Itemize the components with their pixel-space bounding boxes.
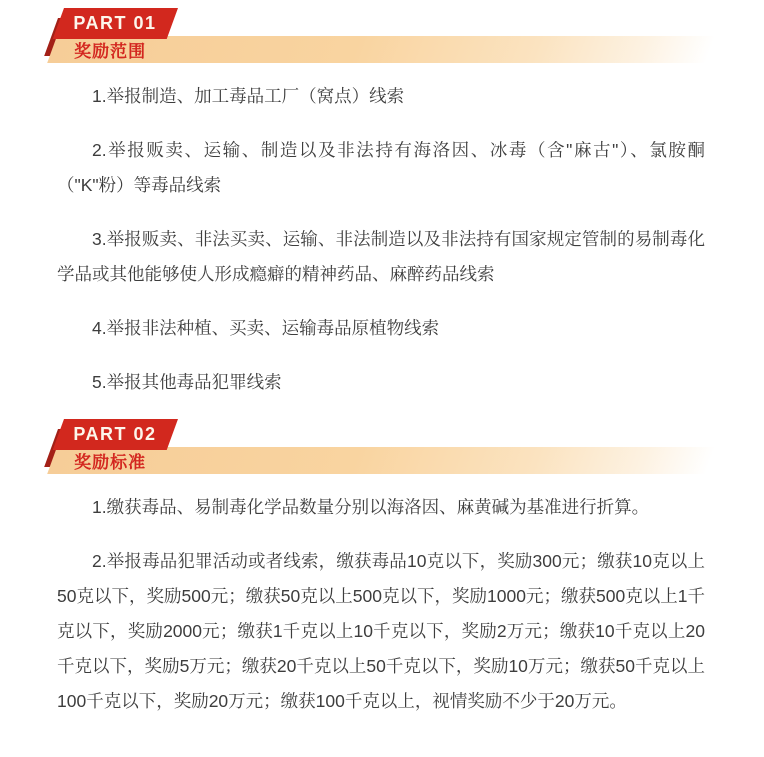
- paragraph-scope-2: 2.举报贩卖、运输、制造以及非法持有海洛因、冰毒（含"麻古"）、氯胺酮（"K"粉）等毒品线索: [57, 140, 705, 195]
- paragraph-standard-1: 1.缴获毒品、易制毒化学品数量分别以海洛因、麻黄碱为基准进行折算。: [92, 497, 650, 517]
- paragraph-scope-4: 4.举报非法种植、买卖、运输毒品原植物线索: [92, 318, 440, 338]
- paragraph-scope-1: 1.举报制造、加工毒品工厂（窝点）线索: [92, 86, 405, 106]
- part-01-section-title: 奖励范围: [74, 42, 147, 61]
- paragraph-standard-2: 2.举报毒品犯罪活动或者线索，缴获毒品10克以下，奖励300元；缴获10克以上50克以下，奖励500元；缴获50克以上500克以下，奖励1000元；缴获500克以上1千克以下，奖励2000元；缴获1千克以上10千克以下，奖励2万元；缴获10千克以上20千克以下，奖励5万元；缴获20千克以上50千克以下，奖励10万元；缴获50千克以上100千克以下，奖励20万元；缴获100千克以上，视情奖励不少于20万元。: [57, 551, 705, 711]
- part-02-body: [0, 474, 764, 719]
- section-reward-standard: [0, 419, 764, 719]
- part-01-badge: [53, 8, 178, 39]
- part-01-header: [0, 8, 764, 63]
- part-02-title-banner: [47, 447, 729, 474]
- part-02-badge-label: PART 02: [73, 424, 157, 444]
- part-01-badge-label: PART 01: [73, 13, 157, 33]
- part-01-title-banner: [47, 36, 729, 63]
- part-02-header: [0, 419, 764, 474]
- paragraph-scope-5: 5.举报其他毒品犯罪线索: [92, 372, 282, 392]
- paragraph-scope-3: 3.举报贩卖、非法买卖、运输、非法制造以及非法持有国家规定管制的易制毒化学品或其他能够使人形成瘾癖的精神药品、麻醉药品线索: [57, 229, 705, 284]
- part-02-section-title: 奖励标准: [74, 453, 147, 472]
- part-02-badge: [53, 419, 178, 450]
- part-01-body: [0, 63, 764, 400]
- section-reward-scope: [0, 8, 764, 400]
